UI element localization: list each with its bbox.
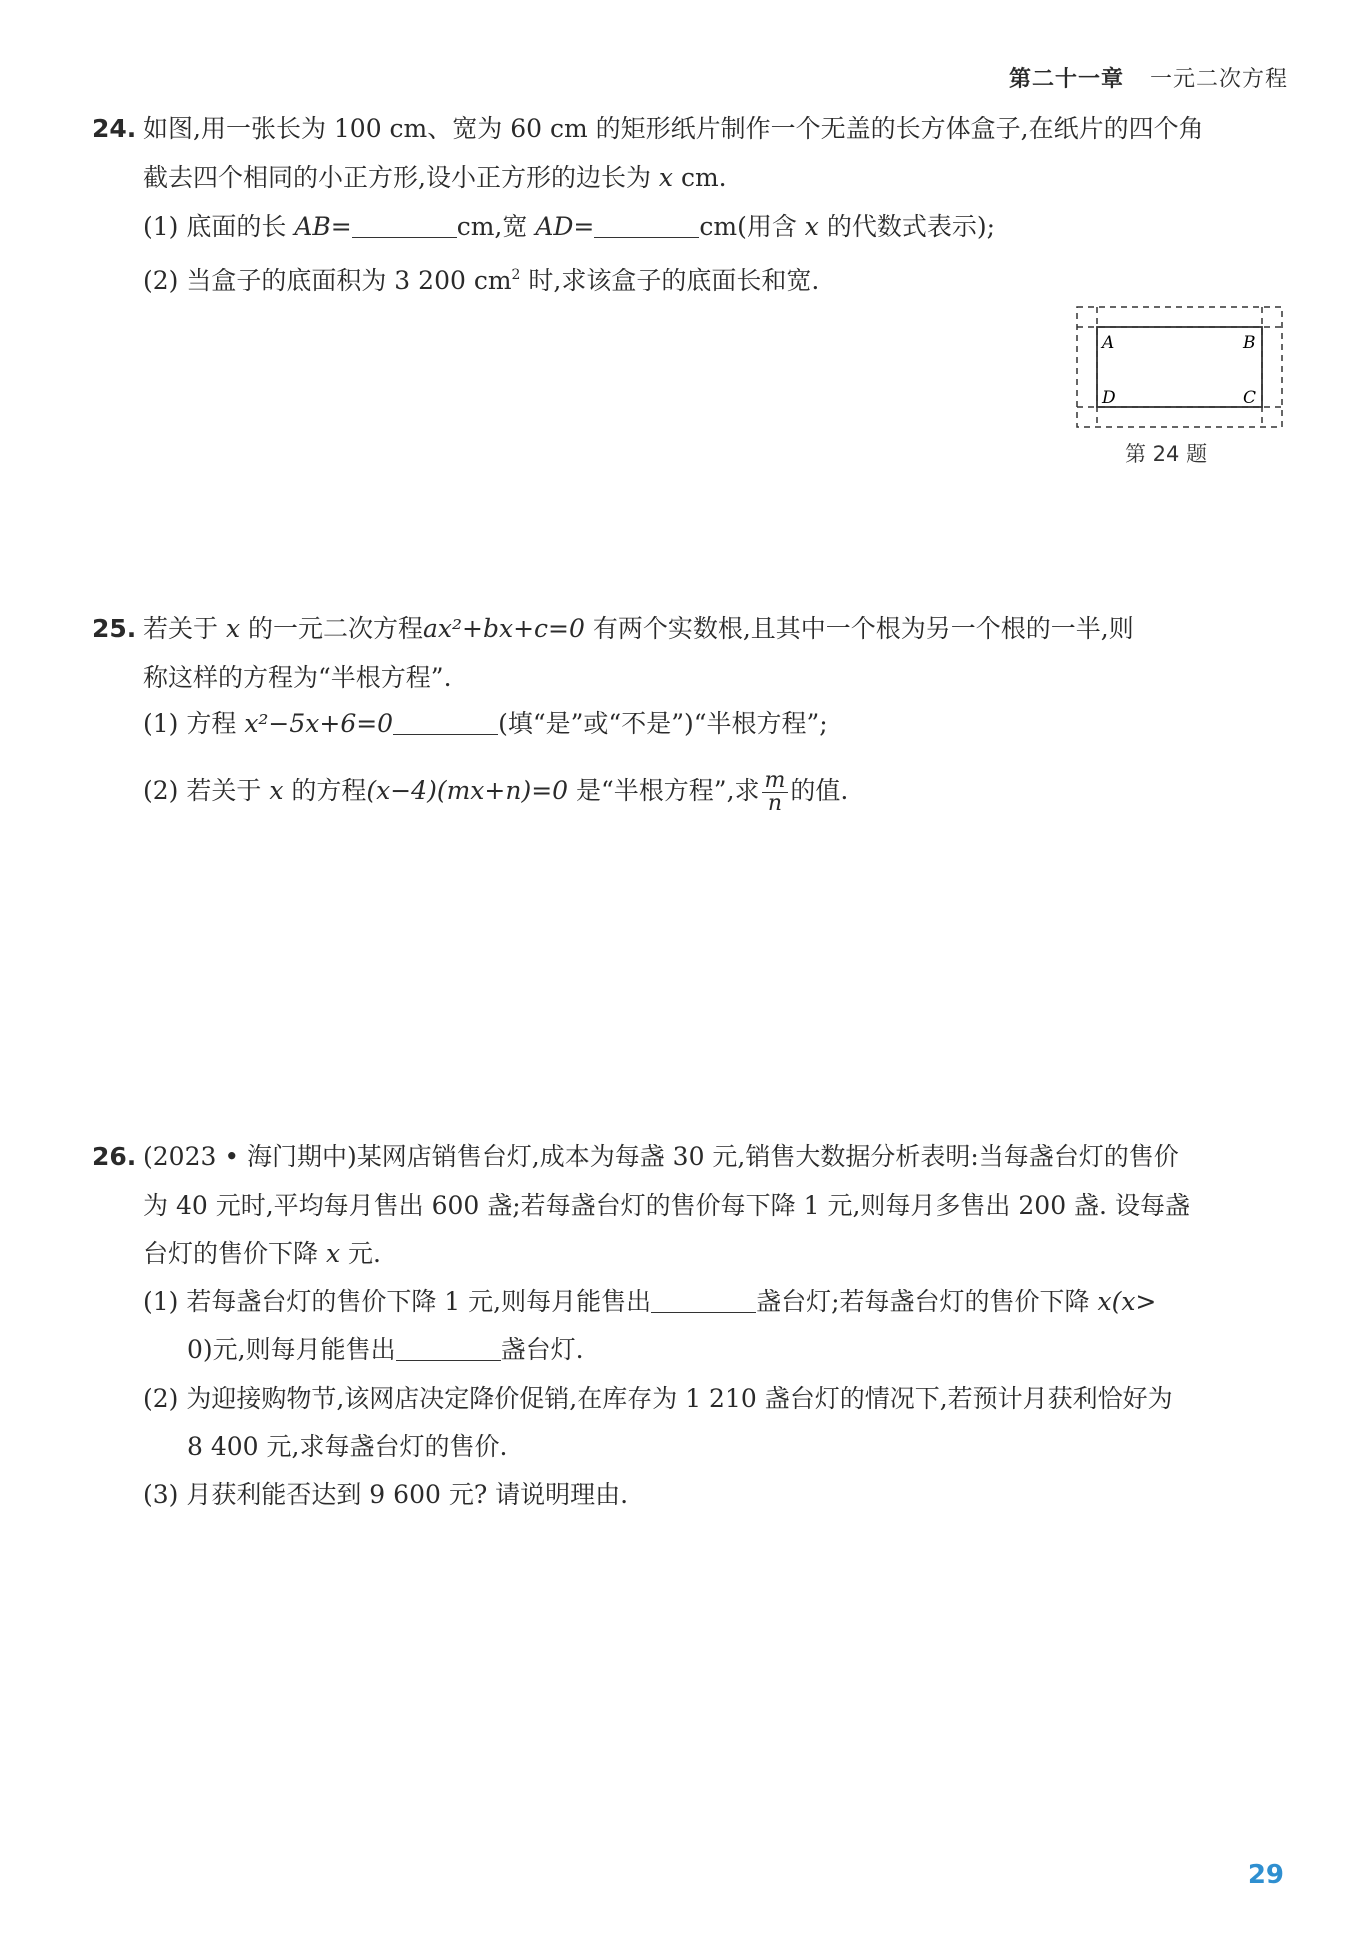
q26-stem-line3	[143, 1237, 381, 1271]
variable: x	[325, 1239, 341, 1268]
text: 如图,用一张长为 100 cm、宽为 60 cm 的矩形纸片制作一个无盖的长方体盒子,在纸片的四个角	[143, 114, 1204, 143]
text: 的方程	[283, 776, 367, 805]
fraction	[762, 770, 789, 815]
text: 盏台灯;若每盏台灯的售价下降	[756, 1287, 1098, 1316]
text: 盏台灯.	[500, 1335, 584, 1364]
label-B: B	[1243, 333, 1256, 353]
text: cm.	[673, 163, 727, 192]
text: 台灯的售价下降	[143, 1239, 326, 1268]
text: 时,求该盒子的底面长和宽.	[520, 266, 820, 295]
page-number: 29	[1247, 1860, 1284, 1890]
text: (1) 底面的长	[143, 212, 295, 241]
q25-stem-line2	[143, 661, 452, 695]
text: 截去四个相同的小正方形,设小正方形的边长为	[143, 163, 659, 192]
text: 元.	[340, 1239, 381, 1268]
variable: x	[658, 163, 674, 192]
question-number: 25.	[92, 614, 137, 643]
text: (2) 当盒子的底面积为 3 200 cm	[143, 266, 512, 295]
text: 若关于	[143, 614, 226, 643]
variable: x	[269, 776, 284, 805]
q25-stem-line1	[143, 612, 1134, 646]
answer-blank[interactable]	[594, 213, 699, 238]
text: =	[330, 212, 352, 241]
text: 8 400 元,求每盏台灯的售价.	[187, 1432, 508, 1461]
equation: ax²+bx+c=0	[423, 614, 585, 643]
q26-part3	[143, 1478, 628, 1512]
answer-blank[interactable]	[396, 1336, 501, 1361]
q26-part1-line1	[143, 1285, 1156, 1319]
page-header	[1009, 62, 1288, 93]
rectangle-diagram	[1075, 305, 1290, 430]
q24-part1	[143, 210, 995, 244]
text: (1) 方程	[143, 709, 245, 738]
label-C: C	[1243, 388, 1257, 408]
question-number: 26.	[92, 1142, 137, 1171]
figure-caption: 第 24 题	[1125, 442, 1208, 466]
text: 的一元二次方程	[240, 614, 424, 643]
text: (1) 若每盏台灯的售价下降 1 元,则每月能售出	[143, 1287, 652, 1316]
text: 的值.	[790, 776, 849, 805]
q25-part1	[143, 707, 828, 741]
text: 是“半根方程”,求	[568, 776, 760, 805]
chapter-title: 一元二次方程	[1149, 67, 1288, 92]
label-A: A	[1102, 333, 1115, 353]
text: (2) 为迎接购物节,该网店决定降价促销,在库存为 1 210 盏台灯的情况下,若预计月获利恰好为	[143, 1384, 1173, 1413]
q24-stem-line2	[143, 161, 727, 195]
chapter-label: 第二十一章	[1008, 67, 1124, 92]
text: 的代数式表示);	[818, 212, 996, 241]
superscript: 2	[511, 267, 521, 283]
label-D: D	[1102, 388, 1116, 408]
base-rectangle	[1097, 327, 1262, 407]
text: 有两个实数根,且其中一个根为另一个根的一半,则	[584, 614, 1134, 643]
q26-stem-line1	[143, 1140, 1179, 1174]
text: 0)元,则每月能售出	[187, 1335, 396, 1364]
q26-stem-line2	[143, 1189, 1190, 1223]
text: cm(用含	[699, 212, 805, 241]
q26-part2-line2	[187, 1430, 507, 1464]
numerator: m	[762, 770, 789, 793]
text: 称这样的方程为“半根方程”.	[143, 663, 452, 692]
q26-part2-line1	[143, 1382, 1173, 1416]
text: (填“是”或“不是”)“半根方程”;	[498, 709, 828, 738]
q24-figure	[1075, 305, 1290, 430]
text: (3) 月获利能否达到 9 600 元? 请说明理由.	[143, 1480, 629, 1509]
question-number: 24.	[92, 114, 137, 143]
variable: AD	[535, 212, 574, 241]
outer-dashed-rect	[1077, 307, 1282, 427]
q26-part1-line2	[187, 1333, 584, 1367]
q25-part2	[143, 770, 848, 815]
text: cm,宽	[456, 212, 536, 241]
text: (2) 若关于	[143, 776, 270, 805]
variable: x	[804, 212, 819, 241]
text: =	[573, 212, 595, 241]
text: (2023 • 海门期中)某网店销售台灯,成本为每盏 30 元,销售大数据分析表明:当每盏台灯的售价	[143, 1142, 1179, 1171]
q24-part2	[143, 258, 819, 298]
variable: x	[225, 614, 241, 643]
denominator: n	[767, 791, 783, 816]
equation: x²−5x+6=0	[244, 709, 394, 738]
answer-blank[interactable]	[352, 213, 457, 238]
variable: AB	[294, 212, 331, 241]
text: 为 40 元时,平均每月售出 600 盏;若每盏台灯的售价每下降 1 元,则每月多售出 200 盏. 设每盏	[143, 1191, 1190, 1220]
q24-stem-line1	[143, 112, 1204, 146]
expression: x(x>	[1097, 1287, 1157, 1316]
answer-blank[interactable]	[393, 710, 498, 735]
equation: (x−4)(mx+n)=0	[366, 776, 569, 805]
answer-blank[interactable]	[651, 1288, 756, 1313]
